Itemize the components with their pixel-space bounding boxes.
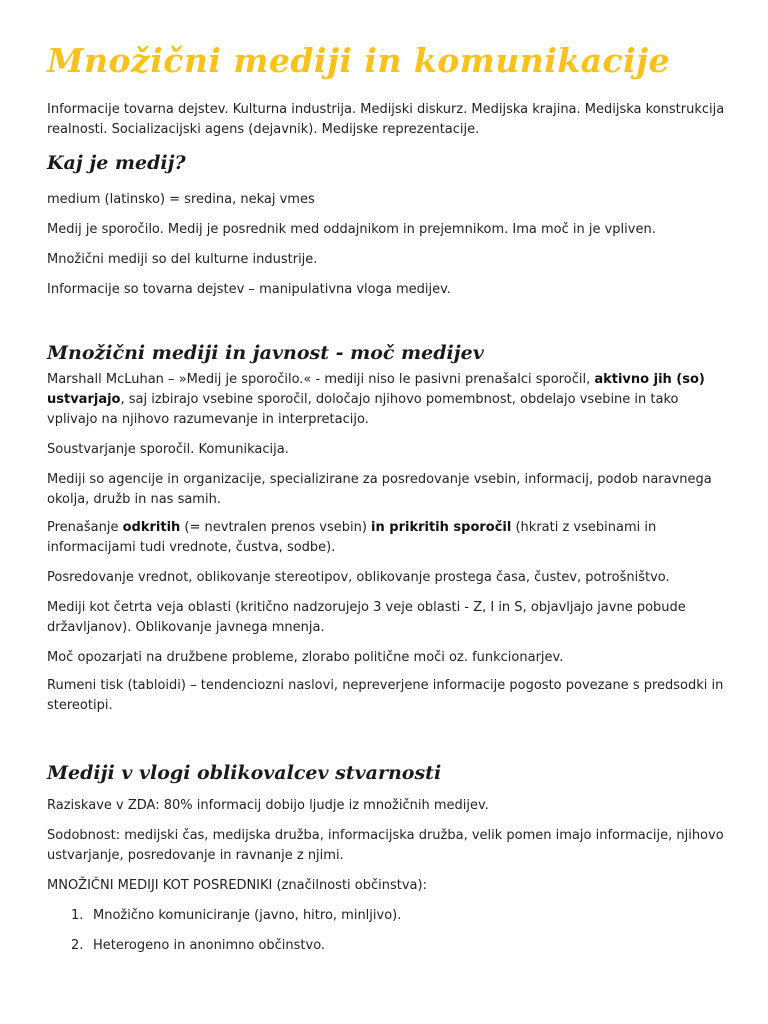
paragraph: Rumeni tisk (tabloidi) – tendenciozni naslovi, nepreverjene informacije pogosto povezane s predsodki in stereotipi.	[47, 678, 724, 713]
bold-text: odkritih	[122, 520, 181, 535]
paragraph: Moč opozarjati na družbene probleme, zlorabo politične moči oz. funkcionarjev.	[47, 650, 564, 665]
section-heading-mediji-in-javnost: Množični mediji in javnost - moč medijev	[47, 342, 484, 364]
section-heading-mediji-v-vlogi: Mediji v vlogi oblikovalcev stvarnosti	[47, 762, 442, 784]
bold-text: in prikritih sporočil	[371, 520, 512, 535]
bold-text: aktivno jih (so) ustvarjajo	[47, 372, 705, 407]
paragraph-mcluhan: Marshall McLuhan – »Medij je sporočilo.« - mediji niso le pasivni prenašalci sporočil, aktivno jih (so) ustvarjajo, saj izbirajo vsebine sporočil, določajo njihovo pomembnost, obdelajo vsebine in tako vplivajo na njihovo razumevanje in interpretacijo.	[47, 372, 705, 427]
paragraph-prenasanje: Prenašanje odkritih (= nevtralen prenos vsebin) in prikritih sporočil (hkrati z vsebinami in informacijami tudi vrednote, čustva, sodbe).	[47, 520, 657, 555]
paragraph: Soustvarjanje sporočil. Komunikacija.	[47, 442, 289, 457]
paragraph: Sodobnost: medijski čas, medijska družba, informacijska družba, velik pomen imajo informacije, njihovo ustvarjanje, posredovanje in ravnanje z njimi.	[47, 828, 724, 863]
list-item: 1. Množično komuniciranje (javno, hitro, minljivo).	[71, 908, 402, 923]
section-heading-kaj-je-medij: Kaj je medij?	[47, 152, 186, 174]
paragraph: Medij je sporočilo. Medij je posrednik med oddajnikom in prejemnikom. Ima moč in je vpliven.	[47, 222, 656, 237]
paragraph: MNOŽIČNI MEDIJI KOT POSREDNIKI (značilnosti občinstva):	[47, 878, 427, 893]
paragraph: Mediji kot četrta veja oblasti (kritično nadzorujejo 3 veje oblasti - Z, I in S, objavljajo javne pobude državljanov). Oblikovanje javnega mnenja.	[47, 600, 686, 635]
paragraph: Informacije so tovarna dejstev – manipulativna vloga medijev.	[47, 282, 451, 297]
paragraph: Množični mediji so del kulturne industrije.	[47, 252, 318, 267]
list-item: 2. Heterogeno in anonimno občinstvo.	[71, 938, 326, 953]
paragraph: Raziskave v ZDA: 80% informacij dobijo ljudje iz množičnih medijev.	[47, 798, 489, 813]
paragraph: Mediji so agencije in organizacije, specializirane za posredovanje vsebin, informacij, podob naravnega okolja, družb in nas samih.	[47, 472, 712, 507]
paragraph: medium (latinsko) = sredina, nekaj vmes	[47, 192, 315, 207]
paragraph: Posredovanje vrednot, oblikovanje stereotipov, oblikovanje prostega časa, čustev, potrošništvo.	[47, 570, 670, 585]
page-title: Množični mediji in komunikacije	[47, 41, 671, 80]
intro-paragraph: Informacije tovarna dejstev. Kulturna industrija. Medijski diskurz. Medijska krajina. Medijska konstrukcija realnosti. Socializacijski agens (dejavnik). Medijske reprezentacije.	[47, 102, 725, 137]
